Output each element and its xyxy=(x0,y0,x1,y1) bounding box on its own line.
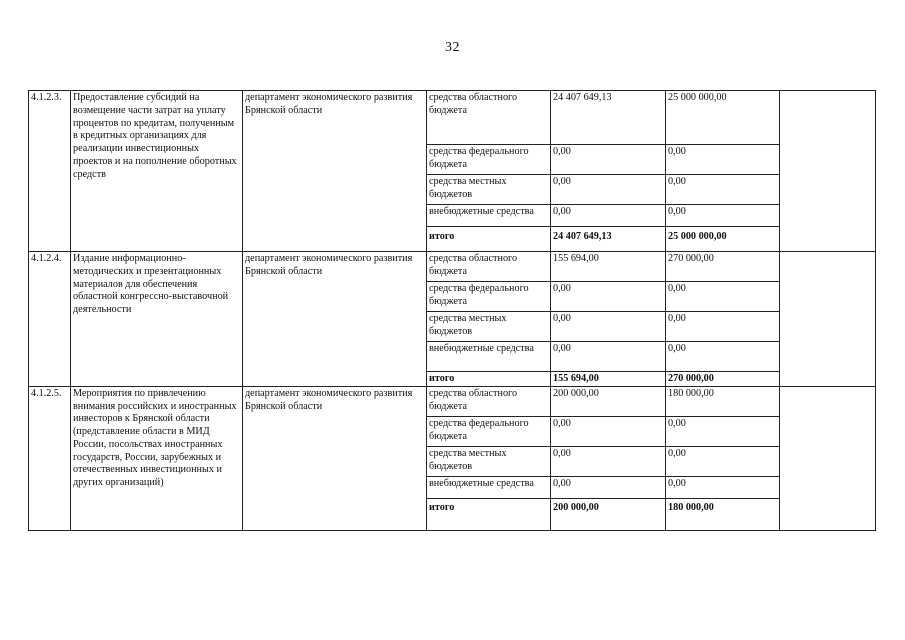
value-col-2: 0,00 xyxy=(666,446,780,476)
table-row xyxy=(29,91,876,145)
item-department: департамент экономического развития Брянской области xyxy=(243,386,427,530)
value-col-2: 0,00 xyxy=(666,476,780,498)
source-label: средства областного бюджета xyxy=(427,386,551,416)
total-label: итого xyxy=(427,227,551,252)
value-col-2: 0,00 xyxy=(666,342,780,372)
source-label: внебюджетные средства xyxy=(427,342,551,372)
item-code: 4.1.2.5. xyxy=(29,386,71,530)
item-name: Издание информационно-методических и презентационных материалов для обеспечения областной конгрессно-выставочной деятельности xyxy=(71,252,243,387)
table-row xyxy=(29,252,876,282)
value-col-2: 180 000,00 xyxy=(666,386,780,416)
budget-table xyxy=(28,90,876,531)
value-col-2: 0,00 xyxy=(666,282,780,312)
source-label: внебюджетные средства xyxy=(427,205,551,227)
value-col-1: 24 407 649,13 xyxy=(551,91,666,145)
value-col-2: 0,00 xyxy=(666,175,780,205)
value-col-1: 0,00 xyxy=(551,282,666,312)
value-col-1: 0,00 xyxy=(551,175,666,205)
value-col-1: 0,00 xyxy=(551,446,666,476)
value-col-1: 0,00 xyxy=(551,145,666,175)
value-col-2: 25 000 000,00 xyxy=(666,91,780,145)
item-department: департамент экономического развития Брянской области xyxy=(243,252,427,387)
total-value-col-1: 24 407 649,13 xyxy=(551,227,666,252)
item-department: департамент экономического развития Брянской области xyxy=(243,91,427,252)
source-label: средства федерального бюджета xyxy=(427,145,551,175)
value-col-2: 270 000,00 xyxy=(666,252,780,282)
table-row xyxy=(29,386,876,416)
total-label: итого xyxy=(427,372,551,387)
empty-cell xyxy=(780,386,876,530)
total-value-col-2: 180 000,00 xyxy=(666,498,780,530)
total-value-col-2: 25 000 000,00 xyxy=(666,227,780,252)
source-label: средства местных бюджетов xyxy=(427,175,551,205)
page-number: 32 xyxy=(445,40,460,55)
value-col-2: 0,00 xyxy=(666,205,780,227)
source-label: средства федерального бюджета xyxy=(427,416,551,446)
value-col-2: 0,00 xyxy=(666,312,780,342)
value-col-2: 0,00 xyxy=(666,416,780,446)
value-col-1: 0,00 xyxy=(551,205,666,227)
source-label: средства федерального бюджета xyxy=(427,282,551,312)
item-name: Мероприятия по привлечению внимания российских и иностранных инвесторов к Брянской области (представление области в МИД России, посольствах иностранных государств, России, зарубежных и отечественных инвестиционных и других организаций) xyxy=(71,386,243,530)
value-col-1: 0,00 xyxy=(551,312,666,342)
value-col-1: 0,00 xyxy=(551,476,666,498)
source-label: средства местных бюджетов xyxy=(427,312,551,342)
value-col-2: 0,00 xyxy=(666,145,780,175)
total-value-col-1: 155 694,00 xyxy=(551,372,666,387)
total-label: итого xyxy=(427,498,551,530)
item-code: 4.1.2.3. xyxy=(29,91,71,252)
item-code: 4.1.2.4. xyxy=(29,252,71,387)
total-value-col-2: 270 000,00 xyxy=(666,372,780,387)
total-value-col-1: 200 000,00 xyxy=(551,498,666,530)
source-label: средства областного бюджета xyxy=(427,252,551,282)
value-col-1: 0,00 xyxy=(551,416,666,446)
source-label: средства областного бюджета xyxy=(427,91,551,145)
value-col-1: 200 000,00 xyxy=(551,386,666,416)
empty-cell xyxy=(780,252,876,387)
source-label: средства местных бюджетов xyxy=(427,446,551,476)
item-name: Предоставление субсидий на возмещение части затрат на уплату процентов по кредитам, полученным в кредитных организациях для реализации инвестиционных проектов и на пополнение оборотных средств xyxy=(71,91,243,252)
value-col-1: 155 694,00 xyxy=(551,252,666,282)
value-col-1: 0,00 xyxy=(551,342,666,372)
empty-cell xyxy=(780,91,876,252)
source-label: внебюджетные средства xyxy=(427,476,551,498)
